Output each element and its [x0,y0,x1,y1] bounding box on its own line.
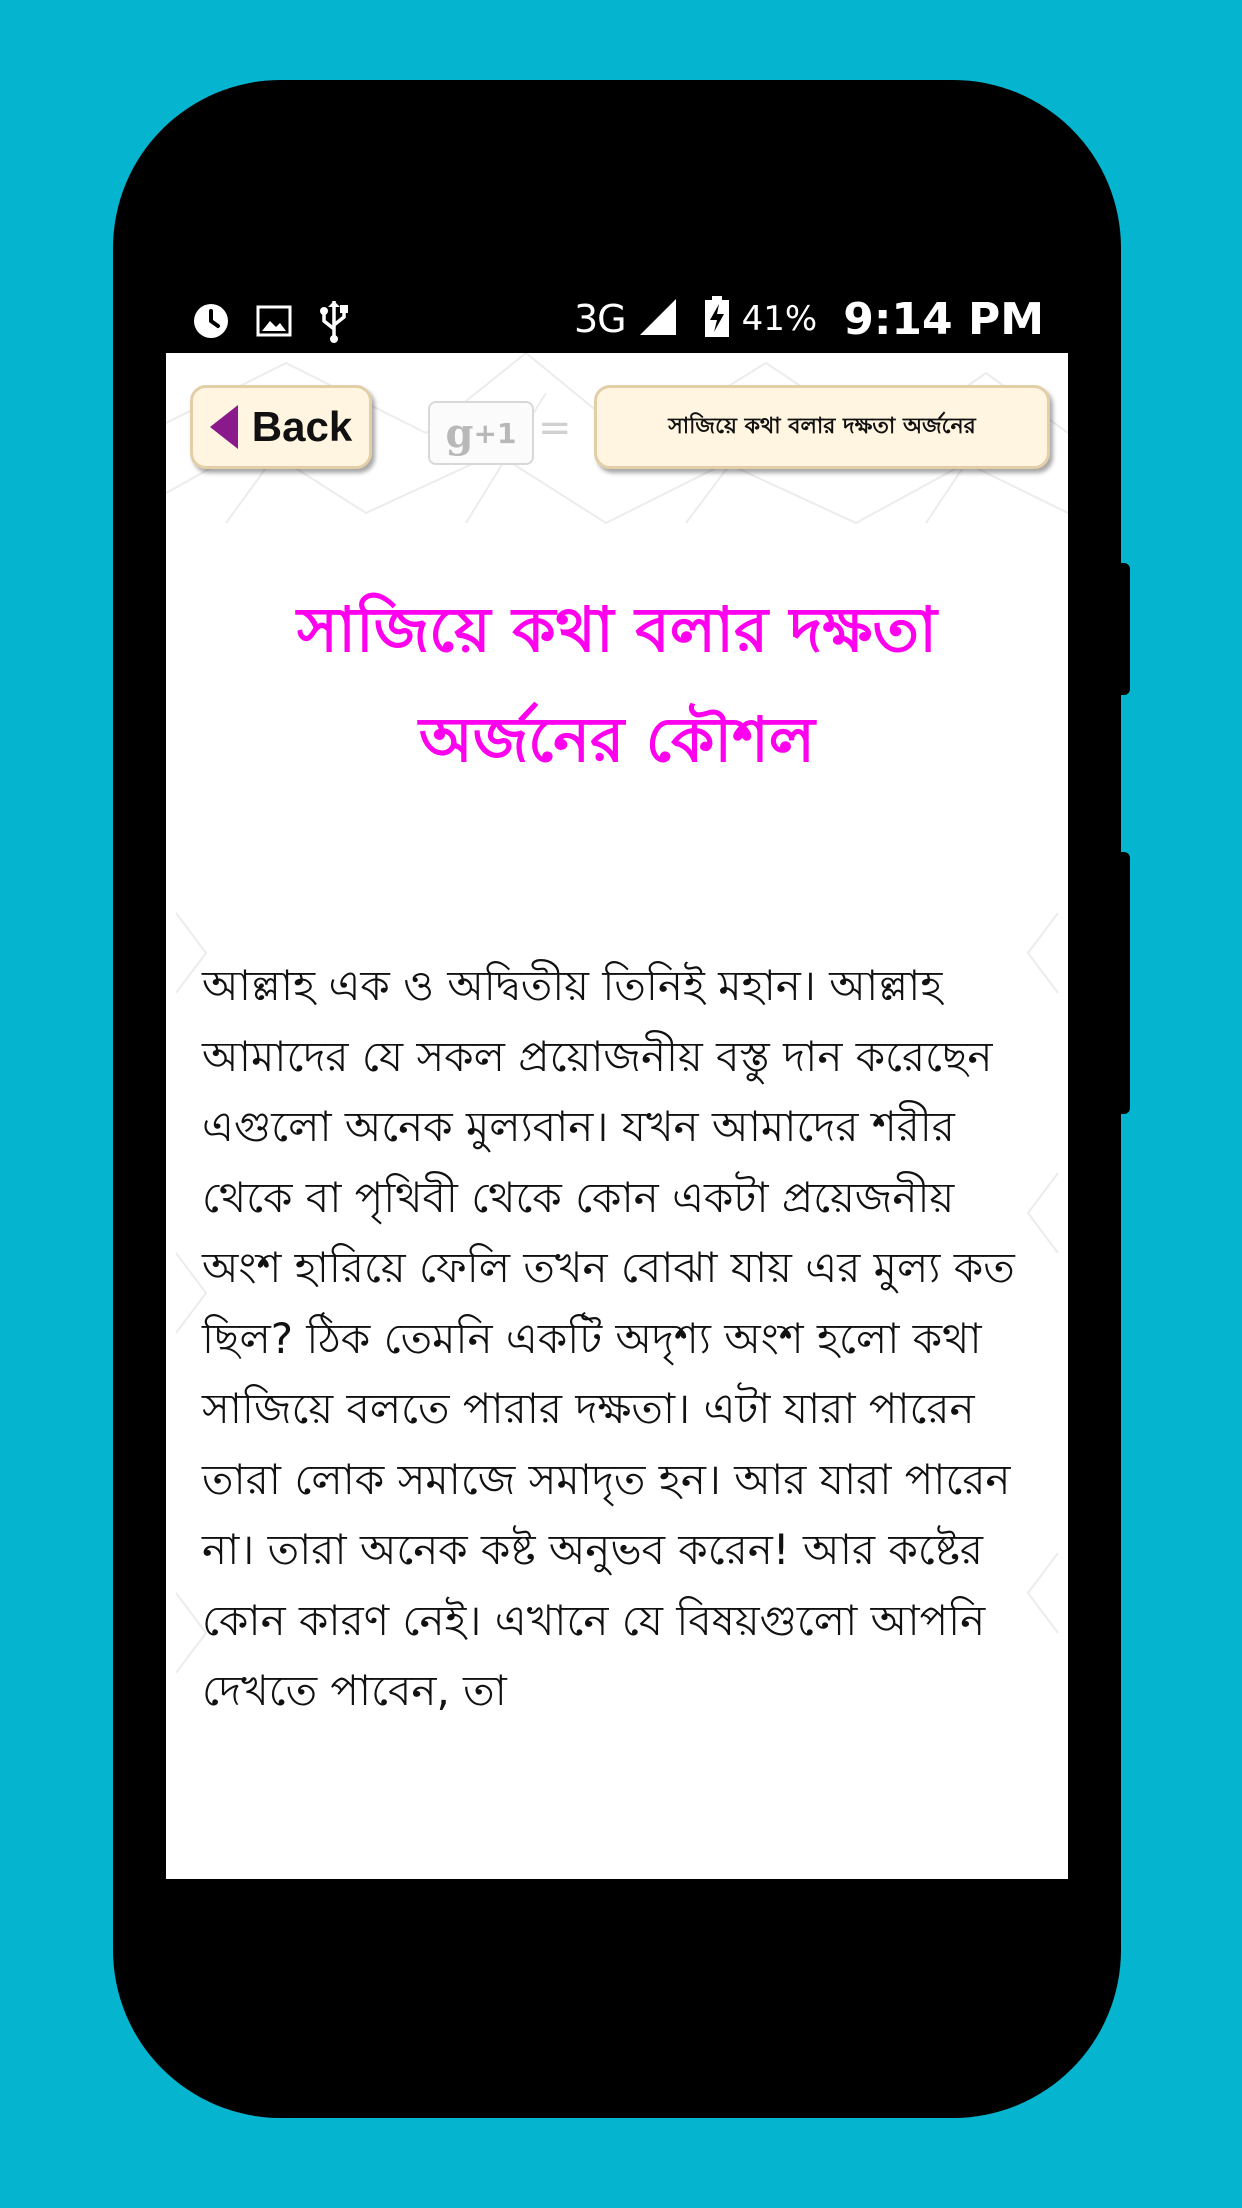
clock-time: 9:14 PM [843,293,1044,345]
volume-button [1118,563,1130,695]
back-button-label: Back [251,403,353,450]
clock-icon [192,302,230,344]
usb-icon [318,299,350,347]
back-arrow-icon [210,405,238,449]
network-type: 3G [574,297,626,341]
plus-one-label: +1 [473,416,517,450]
battery-charging-icon [704,296,730,342]
title-button[interactable] [594,385,1050,469]
status-left-icons [192,299,350,347]
device-screen [166,285,1068,1879]
back-button[interactable] [190,385,372,469]
gplus-count-divider: = [538,405,572,451]
top-toolbar [166,353,1068,523]
signal-icon [638,297,678,341]
battery-percent: 41% [741,299,818,339]
title-button-label: সাজিয়ে কথা বলার দক্ষতা অর্জনের [668,413,976,439]
app-content [166,353,1068,1879]
status-right [574,291,1044,347]
power-button [1118,852,1130,1114]
status-bar [166,285,1068,353]
google-g-icon: g [445,409,474,457]
google-plus-one-button[interactable] [428,401,534,465]
image-icon [256,303,292,343]
article-body: আল্লাহ এক ও অদ্বিতীয় তিনিই মহান। আল্লাহ আমাদের যে সকল প্রয়োজনীয় বস্তু দান করেছেন এগুলো অনেক মুল্যবান। যখন আমাদের শরীর থেকে বা পৃথিবী থেকে কোন একটা প্রয়েজনীয় অংশ হারিয়ে ফেলি তখন বোঝা যায় এর মুল্য কত ছিল? ঠিক তেমনি একটি অদৃশ্য অংশ হলো কথা সাজিয়ে বলতে পারার দক্ষতা। এটা যারা পারেন তারা লোক সমাজে সমাদৃত হন। আর যারা পারেন না। তারা অনেক কষ্ট অনুভব করেন! আর কষ্টের কোন কারণ নেই। এখানে যে বিষয়গুলো আপনি দেখতে পাবেন, তা [202,961,1015,1715]
article-heading: সাজিয়ে কথা বলার দক্ষতা অর্জনের কৌশল [297,593,937,776]
